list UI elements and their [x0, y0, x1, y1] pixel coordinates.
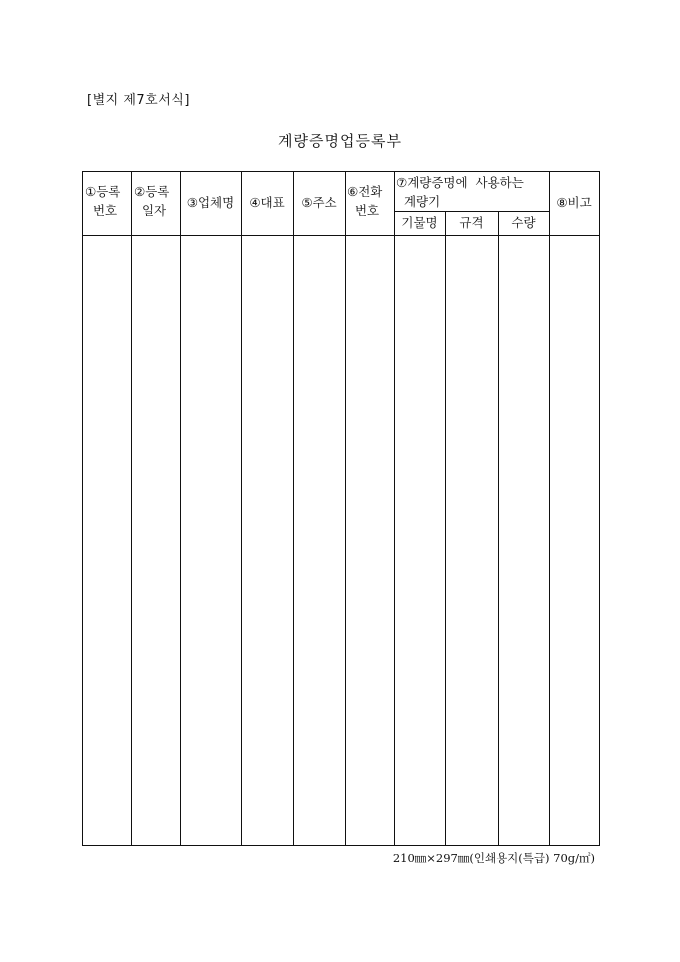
header-remarks: ⑧비고 — [556, 195, 592, 210]
header-company-name: ③업체명 — [186, 195, 235, 210]
header-device-quantity: 수량 — [511, 215, 536, 230]
document-title: 계량증명업등록부 — [278, 132, 402, 150]
header-device-name: 기물명 — [401, 215, 438, 230]
header-bottom-line — [83, 235, 599, 236]
header-device-spec: 규격 — [459, 215, 484, 230]
column-divider — [131, 172, 132, 845]
column-divider — [345, 172, 346, 845]
register-table — [82, 171, 600, 846]
header-measuring-device: ⑦계량증명에 사용하는 계량기 — [396, 175, 524, 209]
header-representative: ④대표 — [249, 195, 285, 210]
column-divider — [394, 172, 395, 845]
column-divider — [498, 211, 499, 845]
subheader-divider — [394, 211, 549, 212]
header-phone-number: ⑥전화 번호 — [347, 184, 383, 218]
column-divider — [293, 172, 294, 845]
column-divider — [180, 172, 181, 845]
paper-spec-note: 210㎜×297㎜(인쇄용지(특급) 70g/㎡) — [392, 851, 595, 865]
column-divider — [549, 172, 550, 845]
header-address: ⑤주소 — [301, 195, 337, 210]
header-registration-date: ②등록 일자 — [134, 184, 170, 218]
form-number: [별지 제7호서식] — [87, 93, 190, 108]
header-registration-number: ①등록 번호 — [85, 184, 121, 218]
column-divider — [241, 172, 242, 845]
column-divider — [445, 211, 446, 845]
